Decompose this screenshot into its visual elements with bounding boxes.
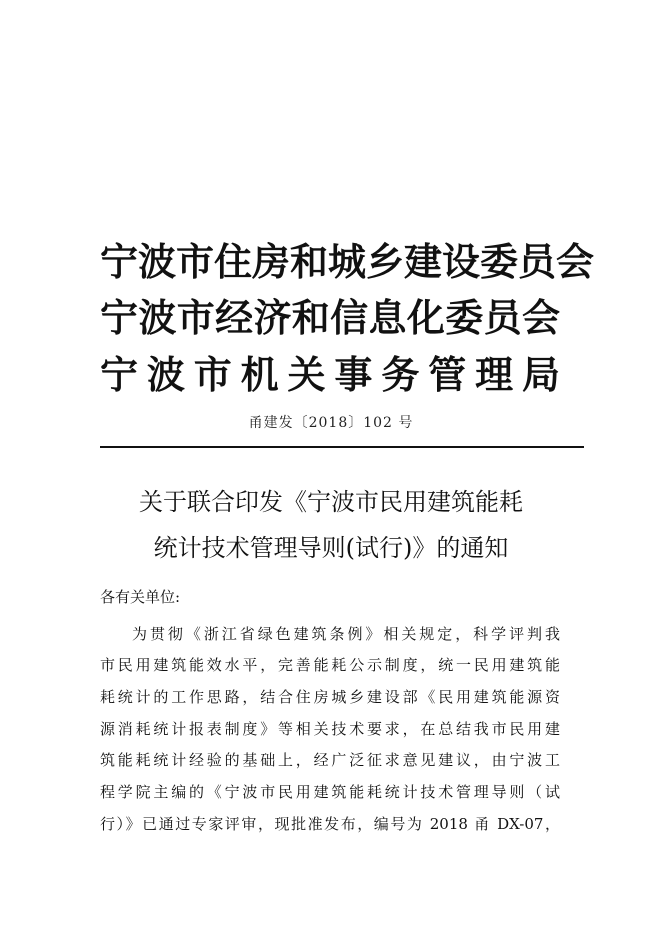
issuer-name-housing-committee: 宁波市住房和城乡建设委员会 <box>100 240 595 284</box>
body-text-line: 耗统计的工作思路，结合住房城乡建设部《民用建筑能源资 <box>100 688 560 706</box>
issuer-name-affairs-bureau: 宁波市机关事务管理局 <box>100 353 560 397</box>
header-divider <box>100 446 584 448</box>
body-text-line: 源消耗统计报表制度》等相关技术要求，在总结我市民用建 <box>100 720 560 738</box>
salutation: 各有关单位: <box>100 588 181 606</box>
notice-title-line-1: 关于联合印发《宁波市民用建筑能耗 <box>139 488 523 516</box>
body-text-line: 程学院主编的《宁波市民用建筑能耗统计技术管理导则（试 <box>100 783 560 801</box>
notice-title-line-2: 统计技术管理导则(试行)》的通知 <box>153 534 509 562</box>
body-text-line: 筑能耗统计经验的基础上，经广泛征求意见建议，由宁波工 <box>100 751 560 769</box>
issuer-name-economy-committee: 宁波市经济和信息化委员会 <box>100 296 560 340</box>
body-text-line: 行）》已通过专家评审，现批准发布，编号为 2018 甬 DX-07， <box>100 815 560 833</box>
document-number: 甬建发〔2018〕102 号 <box>248 415 414 431</box>
body-text-line: 市民用建筑能效水平，完善能耗公示制度，统一民用建筑能 <box>100 656 560 674</box>
body-text-line: 为贯彻《浙江省绿色建筑条例》相关规定，科学评判我 <box>132 625 560 643</box>
